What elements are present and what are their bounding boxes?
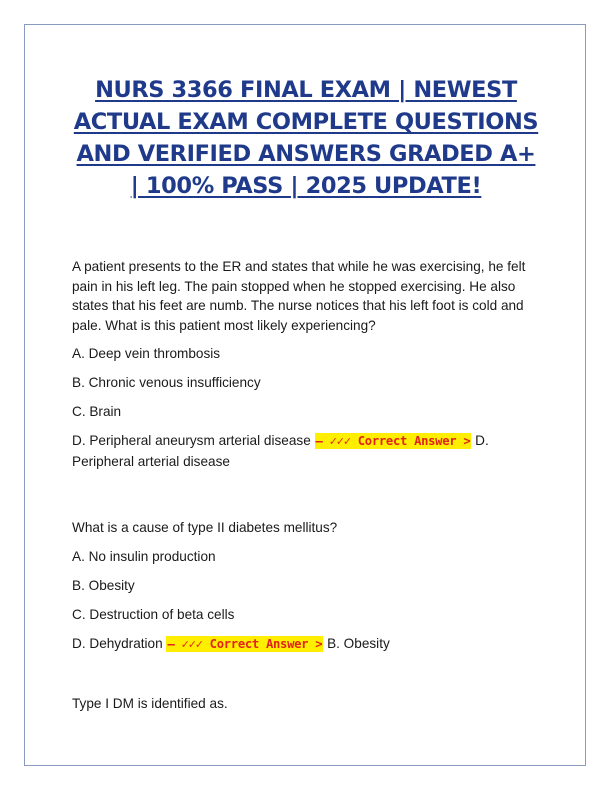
option-c: C. Destruction of beta cells xyxy=(72,606,235,622)
correct-answer: D. Peripheral arterial disease xyxy=(72,433,489,469)
option-a: A. Deep vein thrombosis xyxy=(72,346,221,361)
option-d-with-answer xyxy=(72,431,542,471)
correct-answer: B. Obesity xyxy=(327,635,390,651)
correct-answer-marker: – ✓✓✓ Correct Answer > xyxy=(167,636,323,651)
question-stem: A patient presents to the ER and states that while he was exercising, he felt pain in his left leg. The pain stopped when he stopped exercising. He also states that his feet are numb. The nurse notices that his left foot is cold and pale. What is this patient most likely experiencing? xyxy=(72,259,526,333)
question-block-1 xyxy=(72,257,542,481)
option-d-with-answer xyxy=(72,634,542,655)
question-stem: Type I DM is identified as. xyxy=(72,696,228,711)
option-c: C. Brain xyxy=(72,404,122,419)
option-b: B. Chronic venous insufficiency xyxy=(72,375,261,390)
option-a: A. No insulin production xyxy=(72,548,216,564)
question-stem: What is a cause of type II diabetes mellitus? xyxy=(72,520,338,535)
option-b: B. Obesity xyxy=(72,577,135,593)
document-title: NURS 3366 FINAL EXAM | NEWEST ACTUAL EXAM COMPLETE QUESTIONS AND VERIFIED ANSWERS GRADED A+ | 100% PASS | 2025 UPDATE! xyxy=(73,77,539,199)
question-block-3 xyxy=(72,694,542,723)
question-block-2 xyxy=(72,518,542,664)
option-d: D. Peripheral aneurysm arterial disease xyxy=(72,433,311,448)
option-d: D. Dehydration xyxy=(72,635,163,651)
correct-answer-marker: – ✓✓✓ Correct Answer > xyxy=(315,434,471,448)
